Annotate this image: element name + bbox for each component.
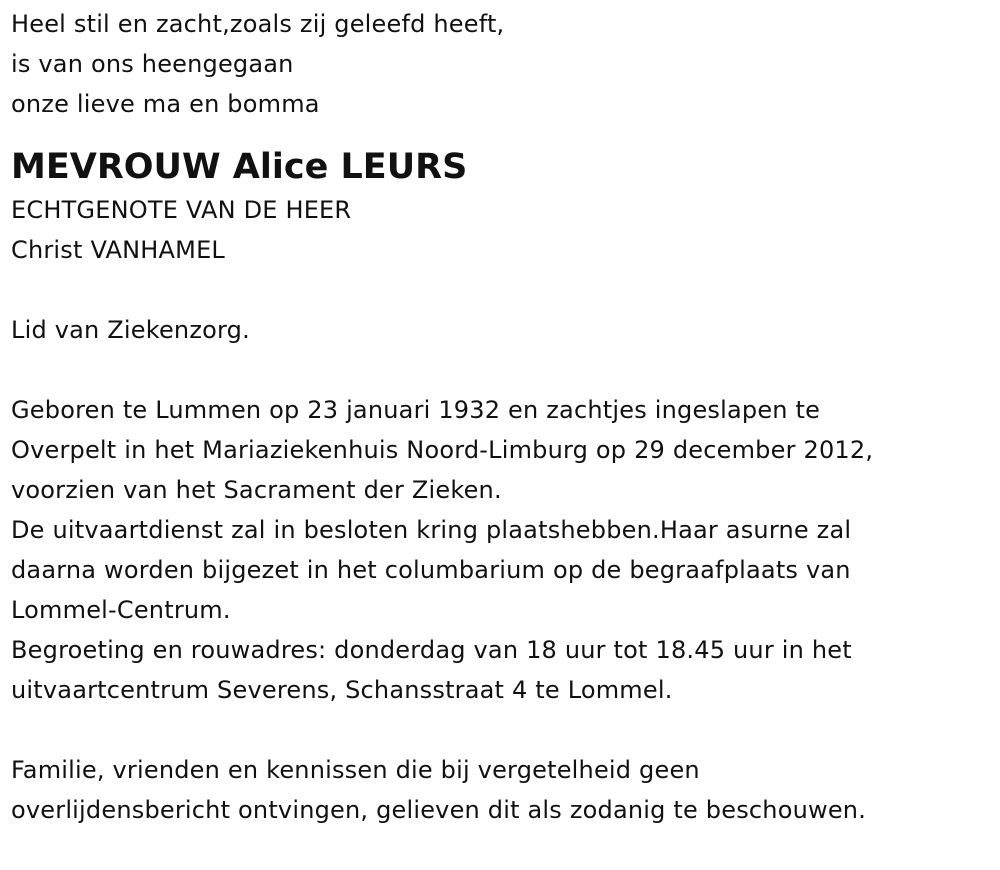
spacer (11, 350, 991, 390)
spouse-line-1: ECHTGENOTE VAN DE HEER (11, 196, 352, 224)
details-line-3: voorzien van het Sacrament der Zieken. (11, 476, 502, 504)
closing-line-2: overlijdensbericht ontvingen, gelieven dit als zodanig te beschouwen. (11, 796, 867, 824)
details-line-2: Overpelt in het Mariaziekenhuis Noord-Limburg op 29 december 2012, (11, 436, 874, 464)
spouse-line-2: Christ VANHAMEL (11, 236, 226, 264)
spacer (11, 270, 991, 310)
details-line-1: Geboren te Lummen op 23 januari 1932 en zachtjes ingeslapen te (11, 396, 821, 424)
intro-line-1: Heel stil en zacht,zoals zij geleefd heeft, (11, 10, 505, 38)
deceased-name: MEVROUW Alice LEURS (11, 147, 468, 187)
details-line-6: Lommel-Centrum. (11, 596, 231, 624)
closing-line-1: Familie, vrienden en kennissen die bij vergetelheid geen (11, 756, 700, 784)
details-line-5: daarna worden bijgezet in het columbarium op de begraafplaats van (11, 556, 851, 584)
obituary-notice (11, 4, 991, 830)
details-line-8: uitvaartcentrum Severens, Schansstraat 4 te Lommel. (11, 676, 673, 704)
details-line-7: Begroeting en rouwadres: donderdag van 18 uur tot 18.45 uur in het (11, 636, 852, 664)
intro-line-3: onze lieve ma en bomma (11, 90, 320, 118)
membership-line: Lid van Ziekenzorg. (11, 316, 250, 344)
details-line-4: De uitvaartdienst zal in besloten kring plaatshebben.Haar asurne zal (11, 516, 852, 544)
spacer (11, 710, 991, 750)
intro-line-2: is van ons heengegaan (11, 50, 294, 78)
